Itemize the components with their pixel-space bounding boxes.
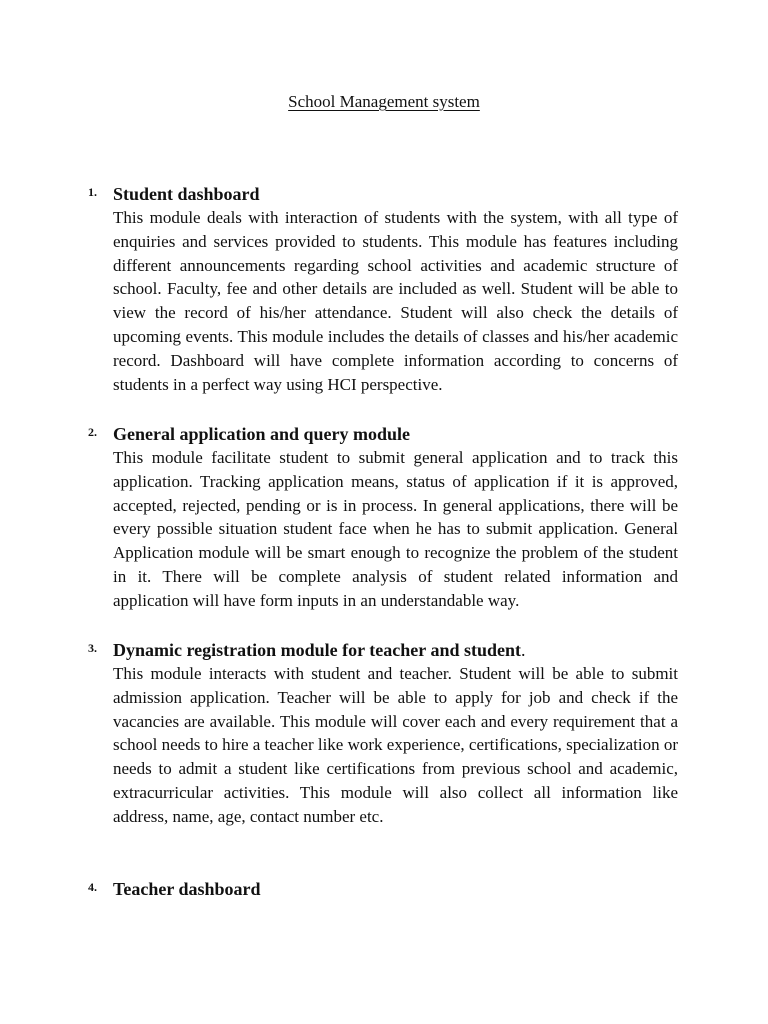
section-heading-trail: .	[520, 640, 526, 660]
section-heading	[113, 182, 678, 206]
section-body: This module deals with interaction of students with the system, with all type of enquiries and services provided to students. This module has features including different announcements regarding school activities and academic structure of school. Faculty, fee and other details are included as well. Student will be able to view the record of his/her attendance. Student will also check the details of upcoming events. This module includes the details of classes and his/her academic record. Dashboard will have complete information according to concerns of students in a perfect way using HCI perspective.	[113, 208, 678, 394]
section-teacher-dashboard	[88, 877, 678, 901]
section-number: 4.	[88, 880, 97, 894]
section-number: 2.	[88, 425, 97, 439]
section-student-dashboard	[88, 182, 678, 396]
section-number: 3.	[88, 641, 97, 655]
section-body: This module facilitate student to submit general application and to track this application. Tracking application means, status of application if it is approved, accepted, rejected, pending or is in process. In general applications, there will be every possible situation student face when he has to submit application. General Application module will be smart enough to recognize the problem of the student in it. There will be complete analysis of student related information and application will have form inputs in an understandable way.	[113, 448, 678, 610]
section-general-application	[88, 422, 678, 613]
section-number: 1.	[88, 185, 97, 199]
section-dynamic-registration	[88, 638, 678, 829]
section-heading-text: Teacher dashboard	[113, 879, 261, 899]
section-heading	[113, 638, 678, 662]
section-body: This module interacts with student and teacher. Student will be able to submit admission application. Teacher will be able to apply for job and check if the vacancies are available. This module will cover each and every requirement that a school needs to hire a teacher like work experience, certifications, specialization or needs to admit a student like certifications from previous school and academic, extracurricular activities. This module will also collect all information like address, name, age, contact number etc.	[113, 664, 679, 826]
section-heading	[113, 422, 678, 446]
document-title: School Management system	[288, 92, 480, 111]
section-heading-text: Dynamic registration module for teacher and student	[113, 640, 521, 660]
section-heading-text: Student dashboard	[113, 184, 260, 204]
section-heading-text: General application and query module	[113, 424, 411, 444]
section-heading	[113, 877, 678, 901]
